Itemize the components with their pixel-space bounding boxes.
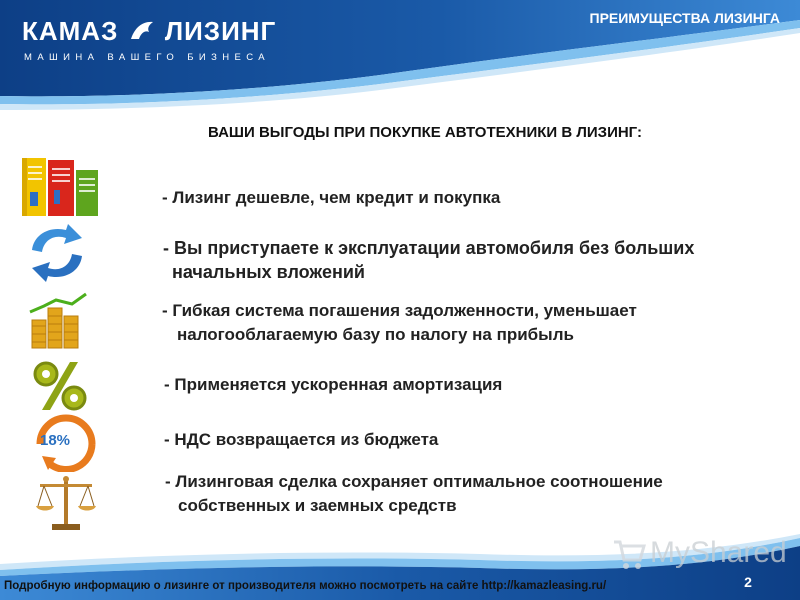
logo-left-word: КАМАЗ <box>22 16 119 46</box>
refresh-arrows-icon <box>24 222 90 284</box>
vat-rate-badge: 18% <box>40 432 71 449</box>
logo-right-word: ЛИЗИНГ <box>164 16 277 46</box>
logo-tagline: МАШИНА ВАШЕГО БИЗНЕСА <box>24 52 271 63</box>
watermark-text: MyShared <box>650 536 787 569</box>
benefit-cheaper-than-credit <box>162 186 500 210</box>
section-title: ВАШИ ВЫГОДЫ ПРИ ПОКУПКЕ АВТОТЕХНИКИ В ЛИЗИНГ: <box>208 124 642 141</box>
coins-stack-icon <box>26 290 90 352</box>
benefit-line: налогооблагаемую базу по налогу на прибыль <box>177 325 574 344</box>
benefit-optimal-ratio <box>165 470 663 518</box>
benefit-line: - Лизинговая сделка сохраняет оптимальное соотношение <box>165 472 663 491</box>
cart-watermark-icon <box>612 538 646 577</box>
benefit-line: - НДС возвращается из бюджета <box>164 430 439 449</box>
benefit-line: начальных вложений <box>172 262 365 282</box>
benefit-line: - Вы приступаете к эксплуатации автомобиля без больших <box>163 238 695 258</box>
percent-sign-icon <box>30 358 90 414</box>
benefit-line: - Применяется ускоренная амортизация <box>164 375 503 394</box>
footer-info-text: Подробную информацию о лизинге от производителя можно посмотреть на сайте http://kamazleasing.ru/ <box>4 580 607 592</box>
benefit-line: собственных и заемных средств <box>178 496 457 515</box>
benefit-flexible-repayment <box>162 299 637 347</box>
benefit-vat-return <box>164 428 438 452</box>
benefit-accelerated-depreciation <box>164 373 502 397</box>
page-title: ПРЕИМУЩЕСТВА ЛИЗИНГА <box>589 10 780 26</box>
benefit-line: - Лизинг дешевле, чем кредит и покупка <box>162 188 501 207</box>
horse-logo-icon <box>127 19 157 43</box>
benefit-no-large-investments <box>163 236 694 284</box>
company-logo <box>22 16 276 47</box>
page-number: 2 <box>744 574 752 590</box>
report-charts-icon <box>14 156 100 220</box>
benefit-line: - Гибкая система погашения задолженности, уменьшает <box>162 301 637 320</box>
